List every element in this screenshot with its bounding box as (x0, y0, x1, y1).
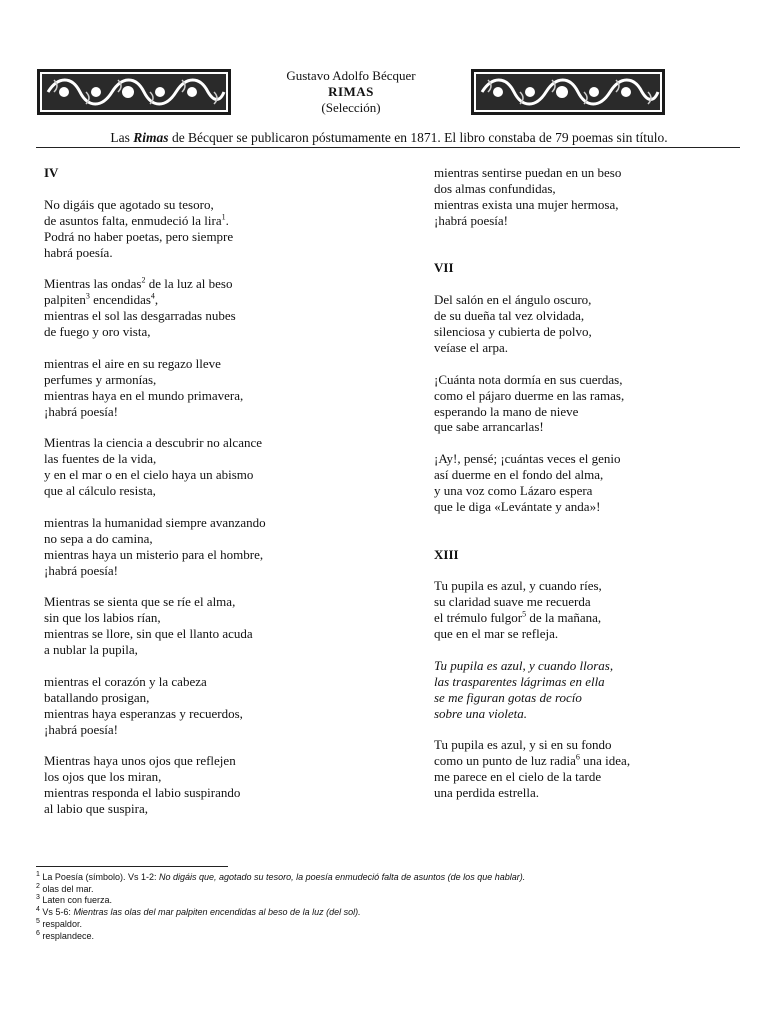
stanza-italic (434, 658, 744, 722)
stanza (434, 451, 744, 515)
stanza (44, 515, 374, 579)
stanza (434, 737, 744, 801)
verse-line: Tu pupila es azul, y si en su fondo (434, 737, 612, 753)
footnote: $^2$ olas del mar. (36, 882, 94, 894)
verse-line: ¡habrá poesía! (44, 403, 118, 419)
footnotes (36, 872, 736, 942)
verse-line: el trémulo fulgor$^5$ de la mañana, (434, 609, 602, 626)
stanza (44, 435, 374, 499)
verse-line: mientras el corazón y la cabeza (44, 673, 207, 689)
verse-line: Del salón en el ángulo oscuro, (434, 292, 592, 308)
footnote-ref: 6 (575, 753, 580, 763)
verse-line: Mientras se sienta que se ríe el alma, (44, 594, 236, 610)
verse-line: que en el mar se refleja. (434, 626, 559, 642)
verse-line: y en el mar o en el cielo haya un abismo (44, 467, 254, 483)
stanza (44, 356, 374, 420)
verse-line: Tu pupila es azul, y cuando lloras, (434, 657, 614, 673)
verse-line: los ojos que los miran, (44, 769, 162, 785)
verse-line: mientras haya esperanzas y recuerdos, (44, 705, 243, 721)
work-title: Rimas (133, 130, 169, 145)
verse-line: Podrá no haber poetas, pero siempre (44, 228, 234, 244)
footnote-ref: 1 (221, 212, 226, 222)
verse-line: mientras responda el labio suspirando (44, 785, 241, 801)
stanza (434, 165, 744, 229)
book-title: RIMAS (328, 84, 374, 99)
page-header (32, 62, 736, 124)
poem-heading-iv: IV (44, 165, 59, 180)
verse-line: a nublar la pupila, (44, 642, 138, 658)
intro-text: Las Rimas de Bécquer se publicaron póstumamente en 1871. El libro constaba de 79 poemas sin título. (110, 130, 668, 145)
stanza (44, 594, 374, 658)
verse-line: ¡Ay!, pensé; ¡cuántas veces el genio (434, 451, 621, 467)
stanza (44, 276, 374, 340)
poem-heading-vii: VII (434, 260, 454, 276)
author-name: Gustavo Adolfo Bécquer (286, 68, 416, 83)
verse-line: mientras se llore, sin que el llanto acuda (44, 626, 253, 642)
verse-line: como el pájaro duerme en las ramas, (434, 387, 625, 403)
verse-line: palpiten$^3$ encendidas$^4$, (44, 291, 159, 308)
verse-line: mientras la humanidad siempre avanzando (44, 514, 266, 530)
footnote-divider (36, 866, 228, 867)
footnote: $^4$ Vs 5-6: Mientras las olas del mar palpiten encendidas al beso de la luz (del sol). (36, 906, 361, 918)
footnote: $^6$ resplandece. (36, 929, 94, 941)
verse-line: dos almas confundidas, (434, 180, 556, 196)
verse-line: de asuntos falta, enmudeció la lira$^1$. (44, 212, 229, 228)
verse-line: se me figuran gotas de rocío (434, 689, 582, 705)
verse-line: ¡habrá poesía! (44, 562, 118, 578)
verse-line: que sabe arrancarlas! (434, 419, 544, 435)
stanza (434, 372, 744, 436)
verse-line: Mientras las ondas$^2$ de la luz al beso (44, 275, 233, 292)
stanza (434, 292, 744, 356)
verse-line: Mientras haya unos ojos que reflejen (44, 753, 236, 769)
verse-line: ¡habrá poesía! (434, 212, 508, 228)
verse-line: mientras haya un misterio para el hombre, (44, 546, 264, 562)
verse-line: no sepa a do camina, (44, 530, 153, 546)
verse-line: una perdida estrella. (434, 785, 540, 801)
footnote-ref: 4 (150, 291, 155, 301)
verse-line: sin que los labios rían, (44, 610, 161, 626)
verse-line: No digáis que agotado su tesoro, (44, 196, 214, 212)
verse-line: que al cálculo resista, (44, 483, 156, 499)
footnote-ref: 2 (141, 275, 146, 285)
book-subtitle: (Selección) (321, 100, 381, 115)
verse-line: ¡habrá poesía! (44, 721, 118, 737)
verse-line: Mientras la ciencia a descubrir no alcance (44, 435, 262, 451)
verse-line: mientras el sol las desgarradas nubes (44, 308, 236, 324)
verse-line: mientras exista una mujer hermosa, (434, 196, 619, 212)
verse-line: mientras sentirse puedan en un beso (434, 165, 622, 180)
verse-line: como un punto de luz radia$^6$ una idea, (434, 753, 631, 769)
footnote-ref: 5 (522, 609, 527, 619)
verse-line: me parece en el cielo de la tarde (434, 769, 602, 785)
footnote: $^5$ respaldor. (36, 917, 82, 929)
footnote: $^1$ La Poesía (símbolo). Vs 1-2: No digáis que, agotado su tesoro, la poesía enmudeció falta de asuntos (de los que hablar). (36, 871, 526, 882)
poem-heading-xiii: XIII (434, 546, 459, 562)
verse-line: y una voz como Lázaro espera (434, 483, 593, 499)
verse-line: esperando la mano de nieve (434, 403, 579, 419)
ornament-right-icon (470, 68, 666, 116)
verse-line: habrá poesía. (44, 244, 113, 260)
verse-line: silenciosa y cubierta de polvo, (434, 324, 592, 340)
verse-line: Tu pupila es azul, y cuando ríes, (434, 578, 602, 594)
stanza (44, 753, 374, 817)
column-left (44, 165, 374, 817)
verse-line: de fuego y oro vista, (44, 324, 151, 340)
header-text (232, 68, 470, 116)
verse-line: de su dueña tal vez olvidada, (434, 308, 585, 324)
verse-line: mientras haya en el mundo primavera, (44, 387, 244, 403)
verse-line: veíase el arpa. (434, 339, 508, 355)
verse-line: las trasparentes lágrimas en ella (434, 673, 605, 689)
footnote: $^3$ Laten con fuerza. (36, 894, 112, 906)
header-divider (36, 147, 740, 148)
verse-line: que le diga «Levántate y anda»! (434, 498, 601, 514)
ornament-left-icon (36, 68, 232, 116)
verse-line: sobre una violeta. (434, 705, 528, 721)
verse-line: así duerme en el fondo del alma, (434, 467, 604, 483)
column-right (434, 165, 744, 801)
verse-line: las fuentes de la vida, (44, 451, 157, 467)
verse-line: al labio que suspira, (44, 801, 148, 817)
verse-line: mientras el aire en su regazo lleve (44, 355, 221, 371)
verse-line: ¡Cuánta nota dormía en sus cuerdas, (434, 371, 623, 387)
stanza (44, 674, 374, 738)
verse-line: batallando prosigan, (44, 689, 150, 705)
verse-line: perfumes y armonías, (44, 371, 157, 387)
verse-line: su claridad suave me recuerda (434, 594, 591, 610)
footnote-ref: 3 (85, 291, 90, 301)
stanza (44, 197, 374, 261)
stanza (434, 578, 744, 642)
